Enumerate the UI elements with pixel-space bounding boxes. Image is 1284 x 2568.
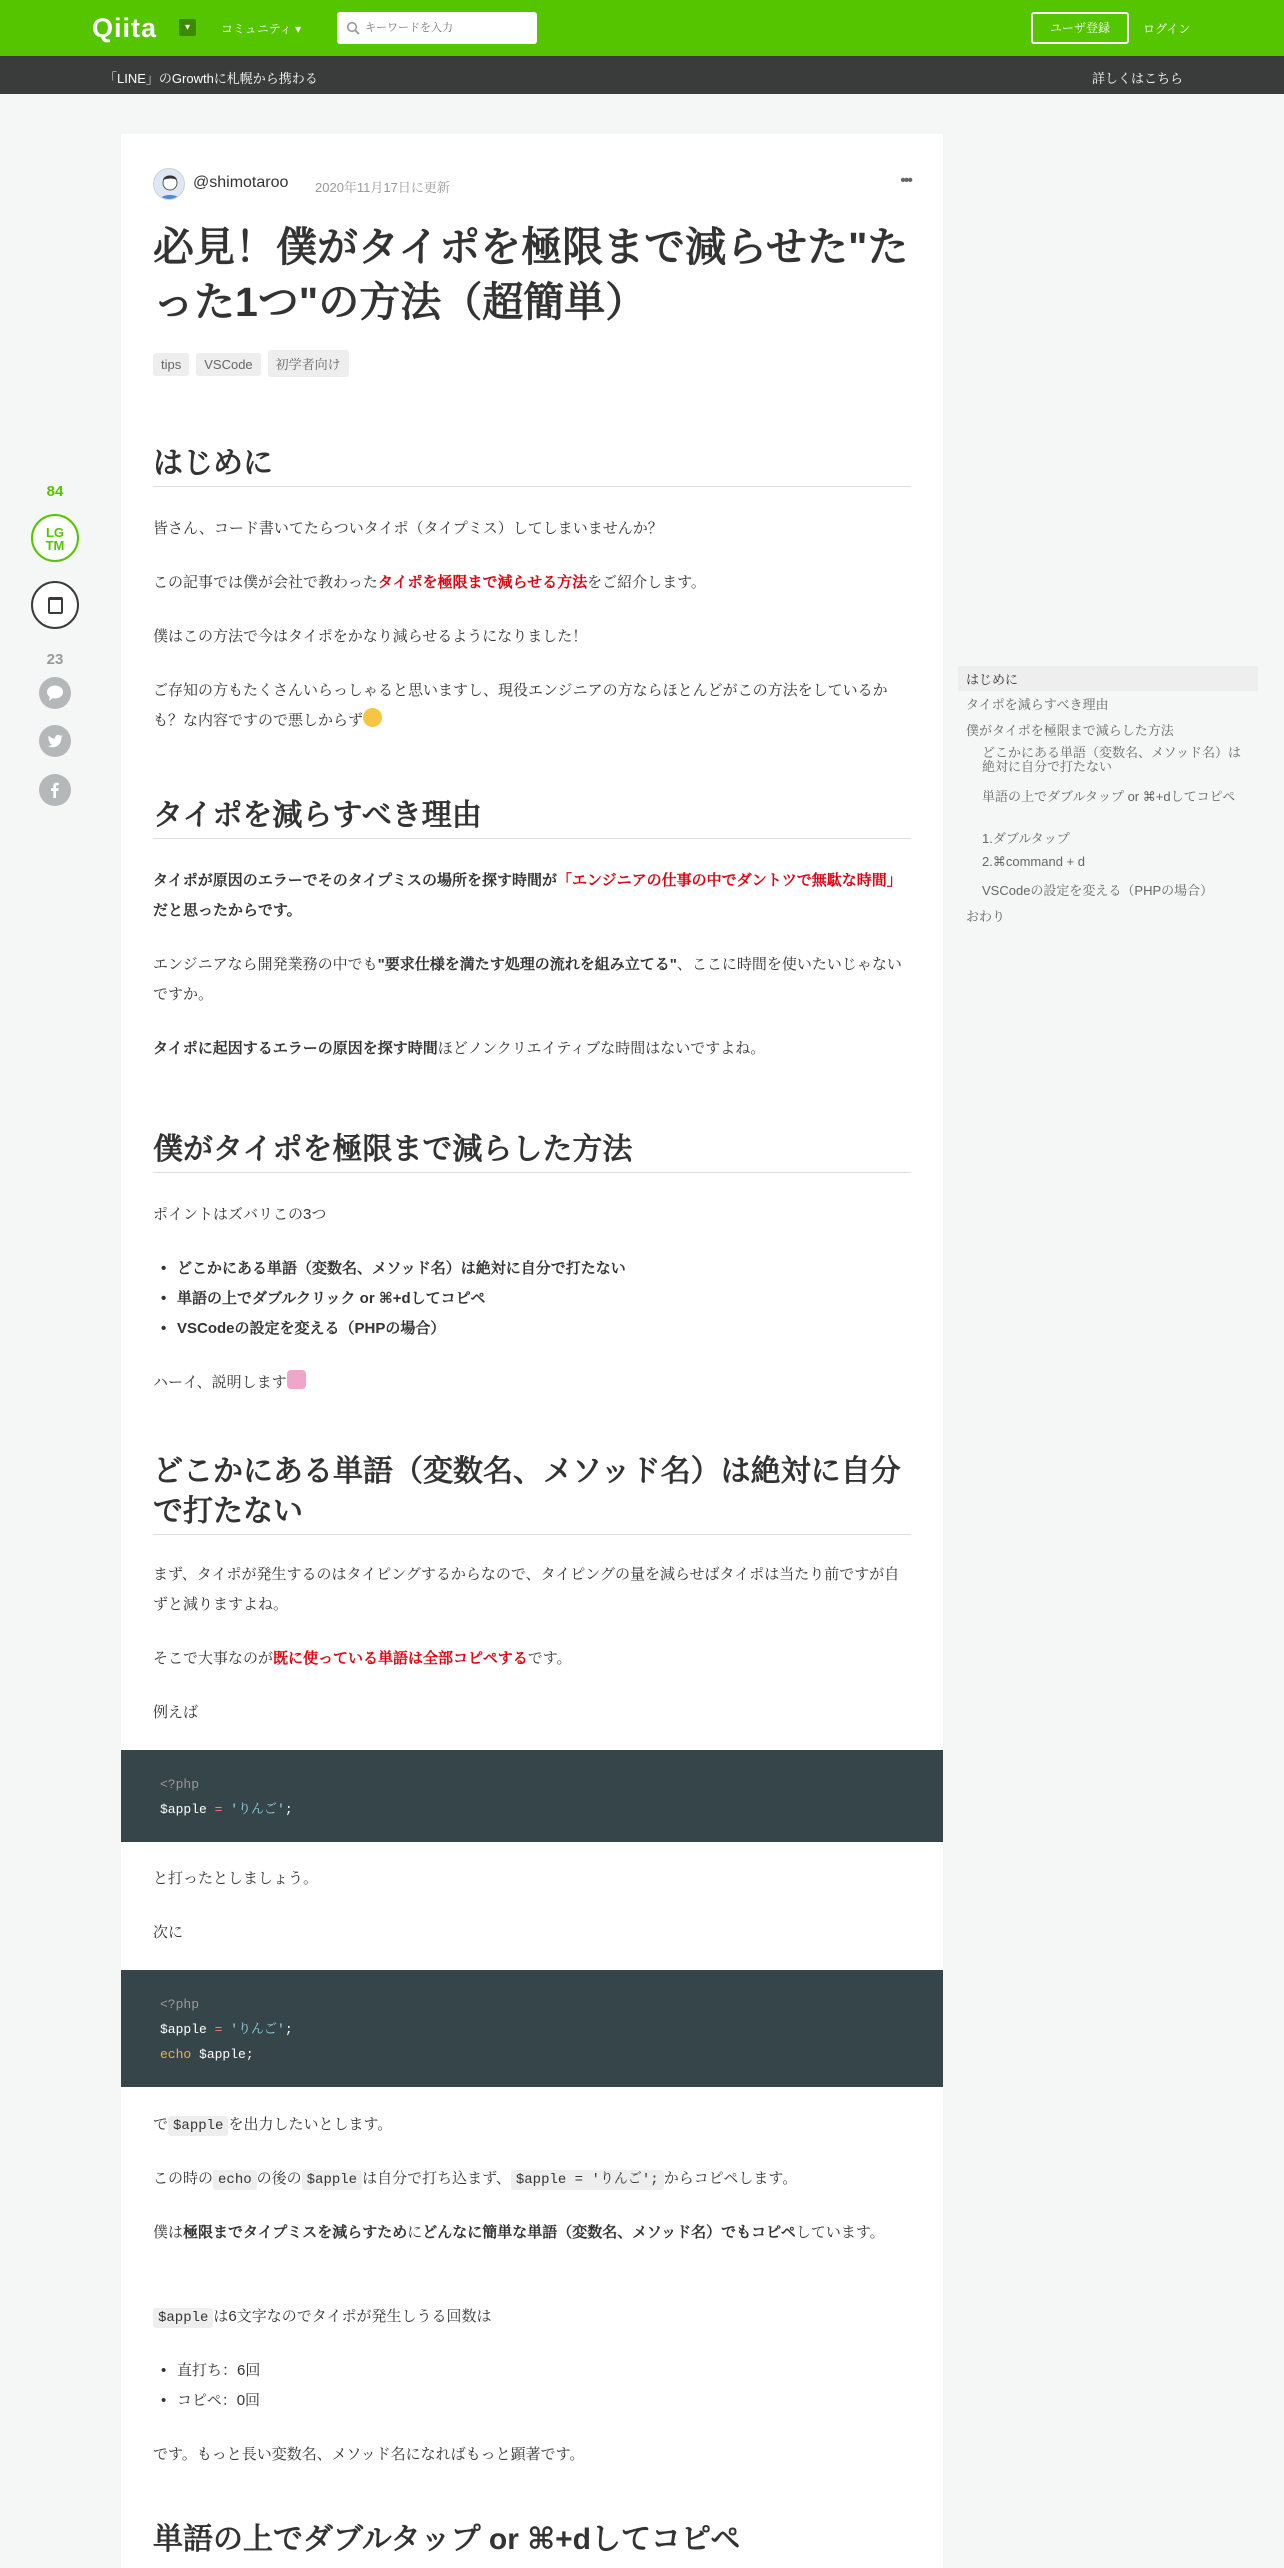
more-menu-icon[interactable]: ••• <box>900 172 911 189</box>
tag[interactable]: 初学者向け <box>268 350 349 377</box>
facebook-share-button[interactable] <box>39 774 71 806</box>
paragraph: と打ったとしましょう。 <box>153 1870 319 1887</box>
community-menu[interactable]: コミュニティ ▾ <box>221 22 302 36</box>
search-icon <box>346 21 360 35</box>
smile-emoji-icon <box>363 708 382 727</box>
comment-button[interactable] <box>39 677 71 709</box>
lgtm-button[interactable] <box>31 514 79 562</box>
paragraph: この時の echo の後の $apple は自分で打ち込まず、 $apple = 'りんご'; からコピペします。 <box>153 2170 798 2188</box>
paragraph: ポイントはズバリこの3つ <box>153 1206 327 1223</box>
paragraph: まず、タイポが発生するのはタイピングするからなので、タイピングの量を減らせばタイポは当たり前ですが自ずと減りますよね。 <box>153 1566 900 1613</box>
paragraph: そこで大事なのが既に使っている単語は全部コピペするです。 <box>153 1650 572 1667</box>
author-row <box>153 168 911 200</box>
paragraph: 皆さん、コード書いてたらついタイポ（タイプミス）してしまいませんか？ <box>153 520 663 537</box>
toc-item[interactable]: 2.⌘command + d <box>982 854 1085 869</box>
facebook-icon <box>46 781 64 799</box>
search-box[interactable] <box>337 12 537 44</box>
toc-item[interactable]: 僕がタイポを極限まで減らした方法 <box>966 723 1174 738</box>
login-link[interactable]: ログイン <box>1143 22 1191 36</box>
tag[interactable]: tips <box>153 353 189 376</box>
toc-item[interactable]: おわり <box>966 909 1006 924</box>
promo-banner[interactable] <box>0 56 1284 94</box>
lgtm-label-bottom: TM <box>45 538 65 553</box>
article-card <box>121 134 943 2568</box>
comment-icon <box>46 684 64 702</box>
paragraph: タイポに起因するエラーの原因を探す時間ほどノンクリエイティブな時間はないですよね。 <box>153 1040 766 1057</box>
global-header <box>0 0 1284 56</box>
paragraph: 僕は極限までタイプミスを減らすためにどんなに簡単な単語（変数名、メソッド名）でもコピペしています。 <box>153 2224 885 2241</box>
toc-item[interactable]: タイポを減らすべき理由 <box>966 697 1109 712</box>
toc-item[interactable]: 1.ダブルタップ <box>982 831 1070 846</box>
heading-method: 僕がタイポを極限まで減らした方法 <box>153 1130 911 1173</box>
author-name[interactable]: @shimotaroo <box>193 174 289 191</box>
list-item: • どこかにある単語（変数名、メソッド名）は絶対に自分で打たない <box>153 1254 911 1284</box>
signup-button[interactable]: ユーザ登録 <box>1031 12 1129 44</box>
author-avatar[interactable] <box>153 168 185 200</box>
paragraph: $apple は6文字なのでタイポが発生しうる回数は <box>153 2302 911 2333</box>
logo-dropdown-icon[interactable]: ▾ <box>179 19 196 36</box>
avatar-image <box>154 169 185 200</box>
heading-intro: はじめに <box>153 444 911 487</box>
toc-item[interactable]: はじめに <box>958 666 1258 691</box>
updated-date: 2020年11月17日に更新 <box>315 180 450 195</box>
article-title: 必見！僕がタイポを極限まで減らせた"たった1つ"の方法（超簡単） <box>153 224 909 325</box>
stock-icon <box>48 597 63 614</box>
twitter-share-button[interactable] <box>39 725 71 757</box>
paragraph: この記事では僕が会社で教わったタイポを極限まで減らせる方法をご紹介します。 <box>153 574 706 591</box>
lgtm-count: 84 <box>46 483 64 500</box>
heading-double-tap: 単語の上でダブルタップ or ⌘+dしてコピペ <box>153 2523 741 2556</box>
toc-item[interactable]: 単語の上でダブルタップ or ⌘+dしてコピペ <box>982 789 1236 804</box>
heading-reason: タイポを減らすべき理由 <box>153 796 911 839</box>
paragraph: ハーイ、説明します <box>153 1368 911 1398</box>
raising-hand-emoji-icon <box>287 1370 306 1389</box>
list-item: • 単語の上でダブルクリック or ⌘+dしてコピペ <box>153 1284 911 1314</box>
paragraph: 僕はこの方法で今はタイポをかなり減らせるようになりました！ <box>153 628 588 645</box>
search-input[interactable] <box>365 12 533 44</box>
promo-more-link[interactable]: 詳しくはこちら <box>1091 71 1183 86</box>
paragraph: 次に <box>153 1924 184 1941</box>
twitter-icon <box>46 732 64 750</box>
list-item: • コピペ：0回 <box>153 2386 911 2416</box>
code-block[interactable]: <?php $apple = 'りんご'; echo $apple; <box>121 1970 943 2087</box>
toc-item[interactable]: どこかにある単語（変数名、メソッド名）は絶対に自分で打たない <box>982 745 1241 774</box>
paragraph: エンジニアなら開発業務の中でも"要求仕様を満たす処理の流れを組み立てる"、ここに時間を使いたいじゃないですか。 <box>153 956 902 1003</box>
paragraph: タイポが原因のエラーでそのタイプミスの場所を探す時間が「エンジニアの仕事の中でダントツで無駄な時間」だと思ったからです。 <box>153 872 902 919</box>
tag[interactable]: VSCode <box>196 353 260 376</box>
stock-button[interactable] <box>31 581 79 629</box>
paragraph: で $apple を出力したいとします。 <box>153 2116 393 2134</box>
lgtm-label-top: LG <box>45 525 65 540</box>
list-item: • 直打ち：6回 <box>153 2356 911 2386</box>
tag-list <box>153 350 356 377</box>
comment-count: 23 <box>46 651 64 668</box>
code-block[interactable]: <?php $apple = 'りんご'; <box>121 1750 943 1842</box>
heading-copy-words: どこかにある単語（変数名、メソッド名）は絶対に自分で打たない <box>153 1452 911 1535</box>
qiita-logo[interactable]: Qiita <box>92 13 158 43</box>
paragraph: 例えば <box>153 1704 199 1721</box>
paragraph: です。もっと長い変数名、メソッド名になればもっと顕著です。 <box>153 2446 585 2463</box>
toc-item[interactable]: VSCodeの設定を変える（PHPの場合） <box>982 883 1214 898</box>
list-item: • VSCodeの設定を変える（PHPの場合） <box>153 1314 911 1344</box>
promo-text[interactable]: 「LINE」のGrowthに札幌から携わる <box>104 71 318 86</box>
paragraph: ご存知の方もたくさんいらっしゃると思いますし、現役エンジニアの方ならほとんどがこの方法をしているかも？な内容ですので悪しからず <box>153 682 888 729</box>
